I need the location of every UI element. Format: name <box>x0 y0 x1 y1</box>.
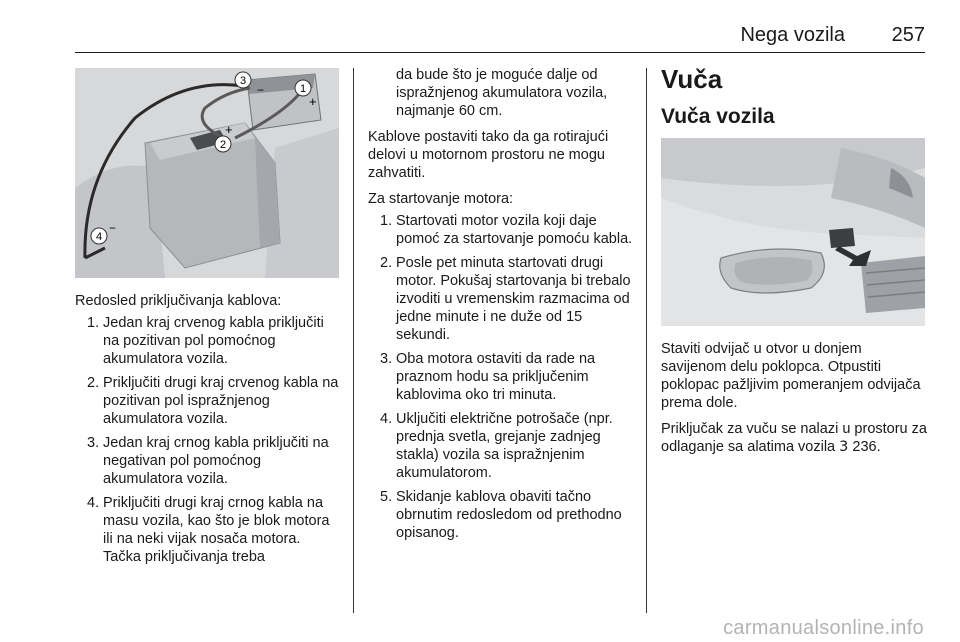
svg-text:−: − <box>257 83 265 97</box>
start-engine-lead: Za startovanje motora: <box>368 191 514 207</box>
figure-label-2: 2 <box>219 139 227 151</box>
svg-text:−: − <box>109 221 117 235</box>
list-item: 4. Uključiti električne potrošače (npr. prednja svetla, grejanje zadnjeg stakla) vozila sa ispražnjenim akumulatorom. <box>380 411 613 481</box>
list-item: 2. Priključiti drugi kraj crvenog kabla na pozitivan pol ispražnjenog akumulatora vozila. <box>87 375 339 427</box>
engine-bay-illustration <box>75 68 339 278</box>
towing-eye-paragraph: Priključak za vuču se nalazi u prostoru za odlaganje sa alatima vozila 3 236. <box>661 421 927 455</box>
section-title: Vuča <box>661 64 723 94</box>
car-front-illustration <box>661 138 925 326</box>
list-item: 3. Oba motora ostaviti da rade na praznom hodu sa priključenim kablovima oko tri minuta. <box>380 351 596 403</box>
figure-label-1: 1 <box>299 83 307 95</box>
header-title: Nega vozila <box>740 24 845 46</box>
list-item: 3. Jedan kraj crnog kabla priključiti na negativan pol pomoćnog akumulatora vozila. <box>87 435 329 487</box>
page-header <box>75 18 925 53</box>
step-continuation: da bude što je moguće dalje od ispražnjenog akumulatora vozila, najmanje 60 cm. <box>396 67 608 119</box>
page-reference-icon: 3 <box>839 439 849 455</box>
watermark: carmanualsonline.info <box>723 617 924 639</box>
column-right <box>661 64 927 456</box>
page-number: 257 <box>891 24 925 46</box>
svg-text:+: + <box>309 94 317 109</box>
column-middle <box>368 66 634 542</box>
column-divider <box>353 68 354 613</box>
list-item: 1. Startovati motor vozila koji daje pomoć za startovanje pomoću kabla. <box>380 213 633 247</box>
start-steps <box>368 212 634 542</box>
list-item: 1. Jedan kraj crvenog kabla priključiti na pozitivan pol pomoćnog akumulatora vozila. <box>87 315 324 367</box>
figure-label-3: 3 <box>239 75 247 87</box>
svg-text:+: + <box>225 122 233 137</box>
connection-order-lead: Redosled priključivanja kablova: <box>75 293 282 309</box>
towing-eye-cover-illustration <box>661 138 925 326</box>
column-left <box>75 68 341 566</box>
connection-steps <box>75 314 341 566</box>
jump-start-illustration <box>75 68 339 278</box>
list-item: 5. Skidanje kablova obaviti tačno obrnutim redosledom od prethodno opisanog. <box>380 489 622 541</box>
column-divider <box>646 68 647 613</box>
list-item: 4. Priključiti drugi kraj crnog kabla na masu vozila, kao što je blok motora ili na neki vijak nosača motora. Tačka priključivanja treba <box>87 495 330 565</box>
cable-routing-paragraph: Kablove postaviti tako da ga rotirajući delovi u motornom prostoru ne mogu zahvatiti. <box>368 129 609 181</box>
figure-label-4: 4 <box>95 231 103 243</box>
list-item: 2. Posle pet minuta startovati drugi motor. Pokušaj startovanja bi trebalo izvoditi u vremenskim razmacima od jedne minute i ne duže od 15 sekundi. <box>380 255 631 343</box>
remove-cover-paragraph: Staviti odvijač u otvor u donjem savijenom delu poklopca. Otpustiti poklopac pažljivim pomeranjem odvijača prema dole. <box>661 341 921 411</box>
page-reference-link[interactable]: 236. <box>852 439 881 455</box>
subsection-title: Vuča vozila <box>661 105 775 128</box>
